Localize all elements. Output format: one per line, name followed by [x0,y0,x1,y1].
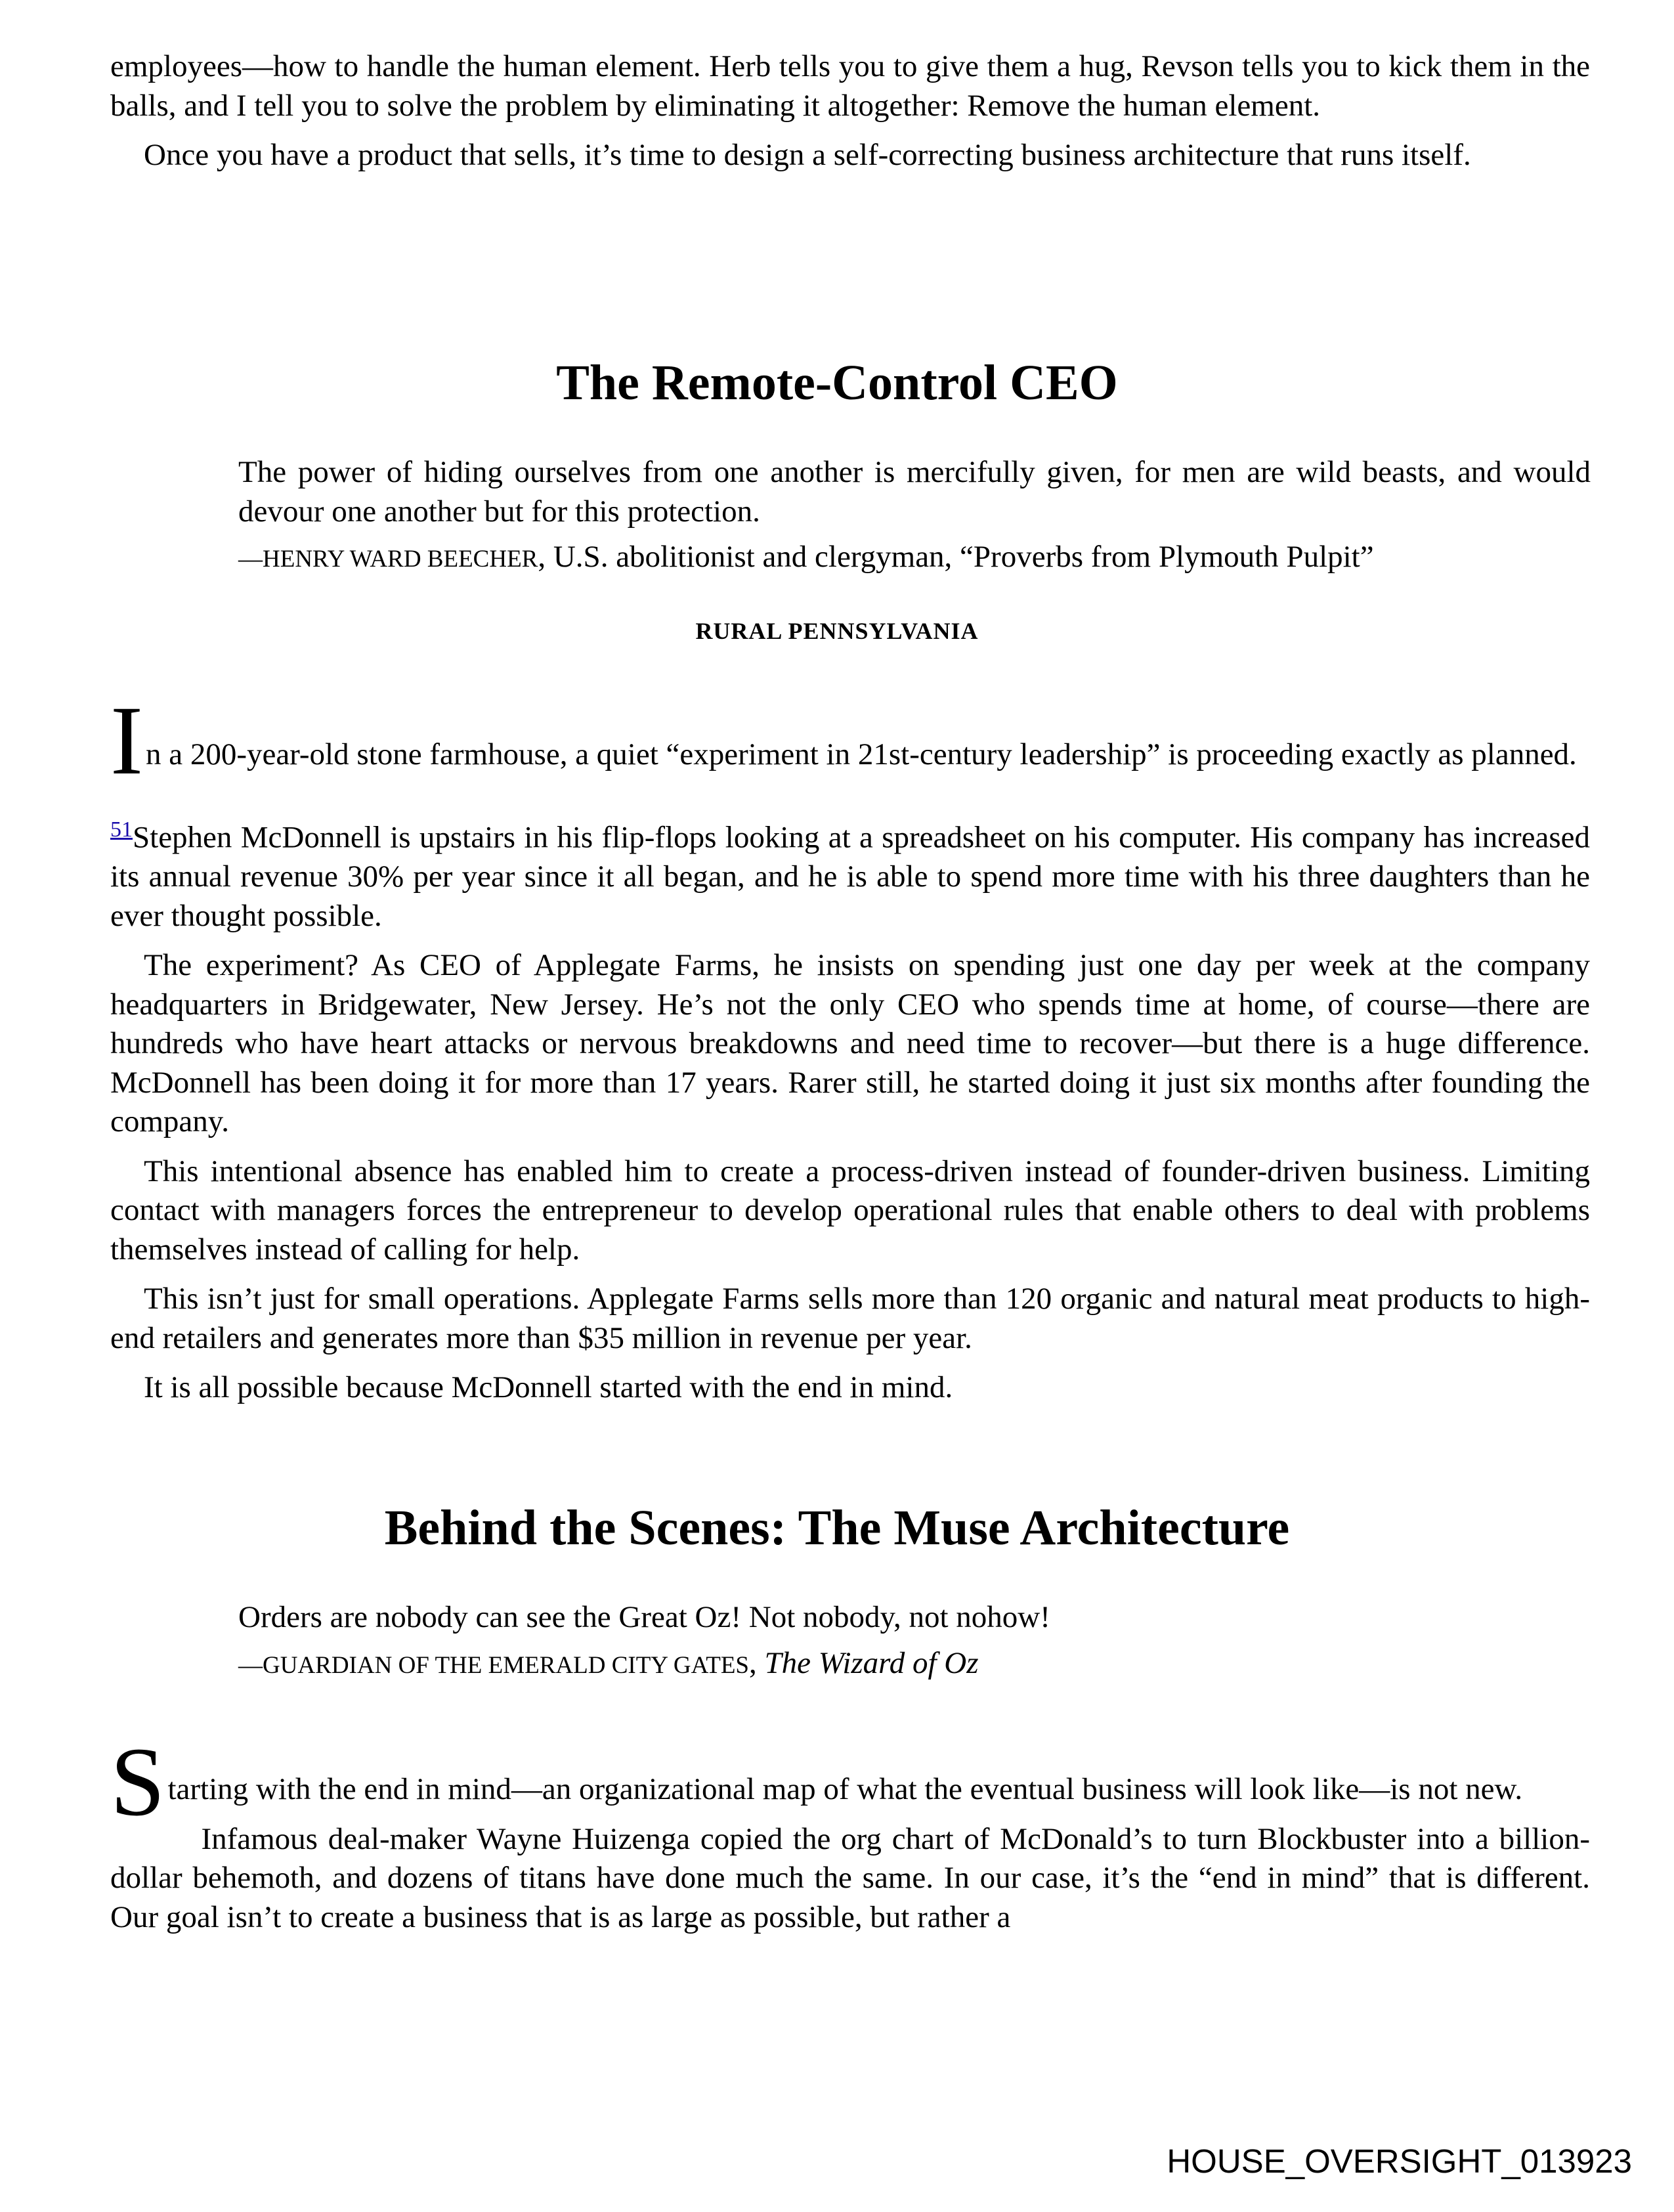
paragraph-text: Stephen McDonnell is upstairs in his flip-flops looking at a spreadsheet on his computer. His company has increased its annual revenue 30% per year since it all began, and he is able to spend more time with his three daughters than he ever thought possible. [110,820,1590,933]
attribution-work: The Wizard of Oz [764,1645,979,1680]
bates-number: HOUSE_OVERSIGHT_013923 [1167,2142,1632,2180]
section-heading: The Remote-Control CEO [556,355,1118,410]
paragraph [110,809,1590,936]
attribution-separator: , [749,1645,765,1680]
attribution-name: —GUARDIAN OF THE EMERALD CITY GATES [238,1651,750,1679]
paragraph: It is all possible because McDonnell started with the end in mind. [144,1370,953,1405]
attribution-source: , U.S. abolitionist and clergyman, “Proverbs from Plymouth Pulpit” [538,540,1374,574]
section-heading: Behind the Scenes: The Muse Architecture [384,1500,1290,1555]
paragraph [110,686,1590,795]
drop-cap: S [110,1727,165,1836]
footnote-link[interactable]: 51 [110,817,133,842]
section2-body [110,1727,1590,1937]
dateline: RURAL PENNSYLVANIA [695,618,979,644]
paragraph: Once you have a product that sells, it’s time to design a self-correcting business architecture that runs itself. [144,138,1471,172]
paragraph: employees—how to handle the human element. Herb tells you to give them a hug, Revson tells you to kick them in the balls, and I tell you to solve the problem by eliminating it altogether: Remove the human element. [110,49,1590,123]
paragraph: The experiment? As CEO of Applegate Farms, he insists on spending just one day per week at the company headquarters in Bridgewater, New Jersey. He’s not the only CEO who spends time at home, of course—there are hundreds who have heart attacks or nervous breakdowns and need time to recover—but there is a huge difference. McDonnell has been doing it for more than 17 years. Rarer still, he started doing it just six months after founding the company. [110,948,1590,1139]
paragraph: This isn’t just for small operations. Applegate Farms sells more than 120 organic and natural meat products to high-end retailers and generates more than $35 million in revenue per year. [110,1282,1590,1355]
paragraph-text: tarting with the end in mind—an organizational map of what the eventual business will look like—is not new. [167,1772,1523,1806]
epigraph-attribution [238,538,1591,578]
paragraph-text: n a 200-year-old stone farmhouse, a quiet “experiment in 21st-century leadership” is proceeding exactly as planned. [145,737,1577,771]
paragraph: Infamous deal-maker Wayne Huizenga copied the org chart of McDonald’s to turn Blockbuster into a billion-dollar behemoth, and dozens of titans have done much the same. In our case, it’s the “end in mind” that is different. Our goal isn’t to create a business that is as large as possible, but rather a [110,1821,1590,1934]
epigraph [238,1598,1591,1685]
intro-text [110,47,1590,175]
drop-cap: I [110,686,143,795]
epigraph [238,453,1591,578]
epigraph-text: Orders are nobody can see the Great Oz! Not nobody, not nohow! [238,1600,1050,1634]
paragraph [110,1727,1590,1836]
section1-paragraphs [110,809,1590,1408]
paragraph: This intentional absence has enabled him to create a process-driven instead of founder-driven business. Limiting contact with managers forces the entrepreneur to develop operational rules that enable others to deal with problems themselves instead of calling for help. [110,1154,1590,1267]
epigraph-attribution [238,1644,1591,1685]
epigraph-text: The power of hiding ourselves from one another is mercifully given, for men are wild beasts, and would devour one another but for this protection. [238,455,1591,529]
attribution-name: —HENRY WARD BEECHER [238,546,538,573]
section1-body [110,686,1590,795]
